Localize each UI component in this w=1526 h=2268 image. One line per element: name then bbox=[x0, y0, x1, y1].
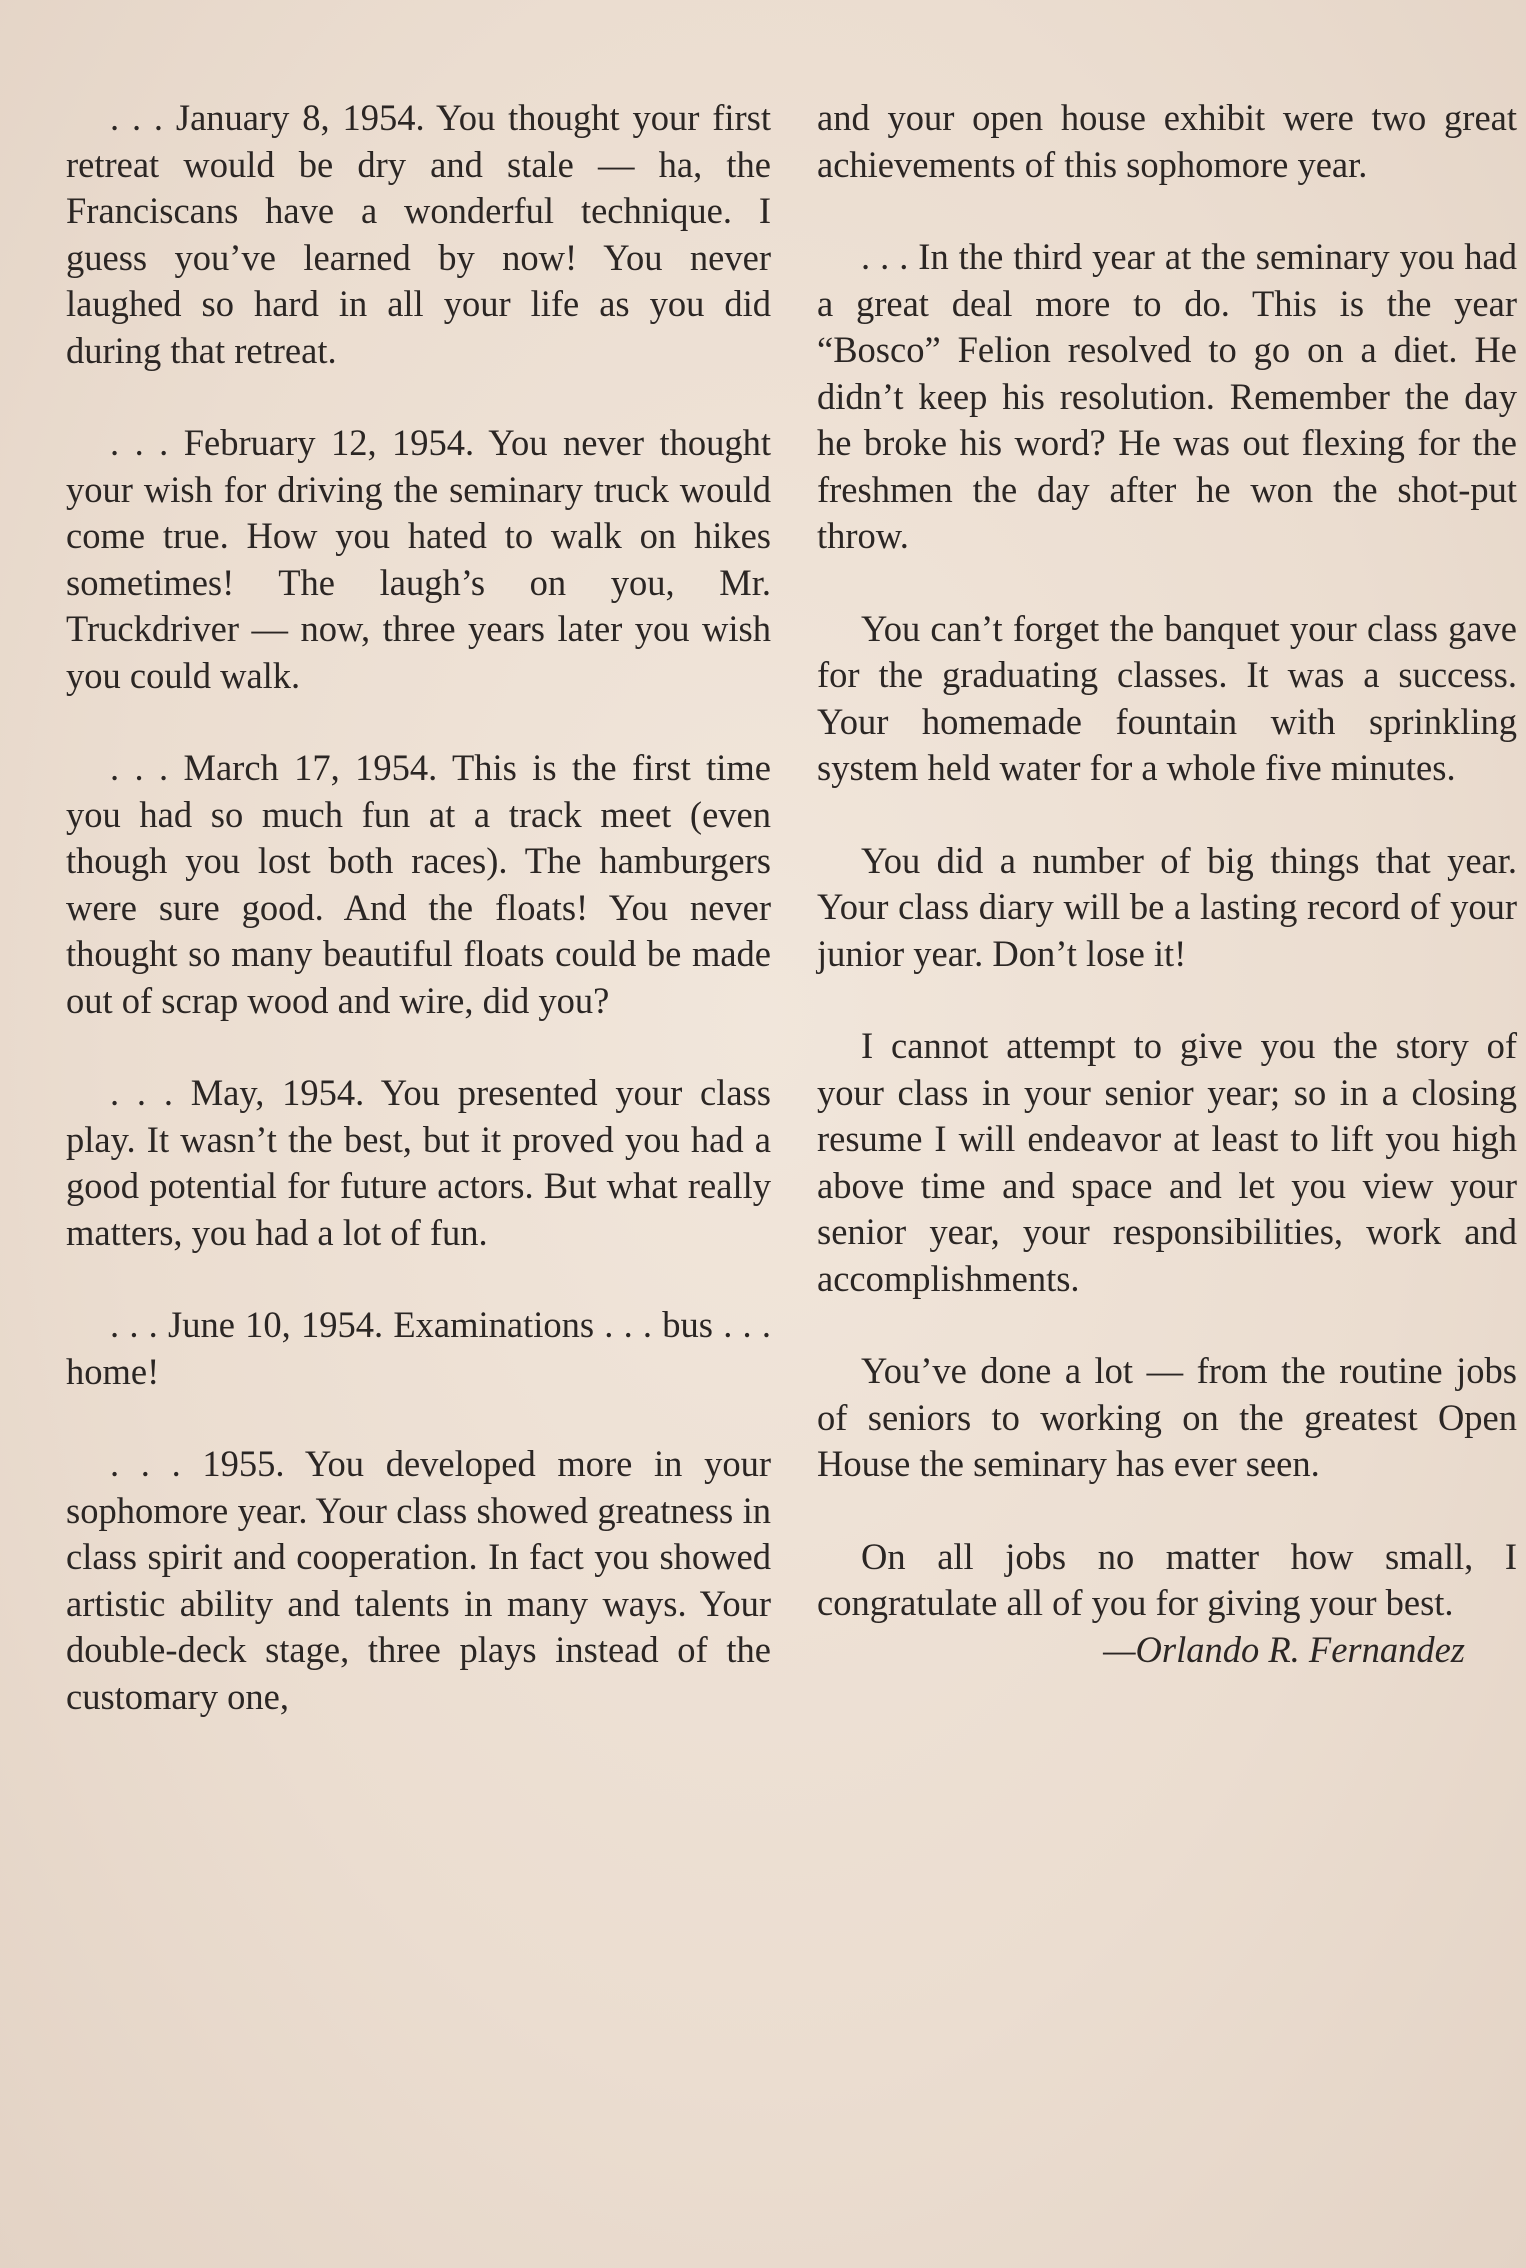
paragraph-class-diary: You did a number of big things that year. Your class diary will be a lasting record of your junior year. Don’t lose it! bbox=[817, 839, 1517, 974]
left-column bbox=[66, 95, 771, 1766]
paragraph-closing: On all jobs no matter how small, I congratulate all of you for giving your best. bbox=[817, 1535, 1517, 1623]
paragraph-open-house: You’ve done a lot — from the routine jobs of seniors to working on the greatest Open House the seminary has ever seen. bbox=[817, 1350, 1517, 1484]
paragraph-continuation: and your open house exhibit were two great achievements of this sophomore year. bbox=[817, 97, 1517, 185]
paragraph-senior-year: I cannot attempt to give you the story of your class in your senior year; so in a closing resume I will endeavor at least to lift you high above time and space and let you view your senior year, your responsibilities, work and accomplishments. bbox=[817, 1025, 1517, 1299]
paragraph-banquet: You can’t forget the banquet your class gave for the graduating classes. It was a success. Your homemade fountain with sprinkling system held water for a whole five minutes. bbox=[817, 607, 1517, 788]
paragraph-1955: . . . 1955. You developed more in your sophomore year. Your class showed greatness in class spirit and cooperation. In fact you showed artistic ability and talents in many ways. Your double-deck stage, three plays instead of the customary one, bbox=[66, 1443, 771, 1717]
right-column bbox=[817, 95, 1517, 1673]
paragraph-february-1954: . . . February 12, 1954. You never thought your wish for driving the seminary truck would come true. How you hated to walk on hikes sometimes! The laugh’s on you, Mr. Truckdriver — now, three years later you wish you could walk. bbox=[66, 422, 771, 696]
paragraph-third-year: . . . In the third year at the seminary you had a great deal more to do. This is the year “Bosco” Felion resolved to go on a diet. He didn’t keep his resolution. Remember the day he broke his word? He was out flexing for the freshmen the day after he won the shot-put throw. bbox=[817, 236, 1517, 556]
paragraph-may-1954: . . . May, 1954. You presented your class play. It wasn’t the best, but it proved you had a good potential for future actors. But what really matters, you had a lot of fun. bbox=[66, 1072, 771, 1253]
paragraph-june-1954: . . . June 10, 1954. Examinations . . . bus . . . home! bbox=[66, 1304, 771, 1392]
author-signature: —Orlando R. Fernandez bbox=[1103, 1628, 1465, 1670]
paragraph-march-1954: . . . March 17, 1954. This is the first time you had so much fun at a track meet (even though you lost both races). The hamburgers were sure good. And the floats! You never thought so many beautiful floats could be made out of scrap wood and wire, did you? bbox=[66, 747, 771, 1021]
paragraph-january-1954: . . . January 8, 1954. You thought your first retreat would be dry and stale — ha, the Franciscans have a wonderful technique. I guess you’ve learned by now! You never laughed so hard in all your life as you did during that retreat. bbox=[66, 97, 771, 371]
